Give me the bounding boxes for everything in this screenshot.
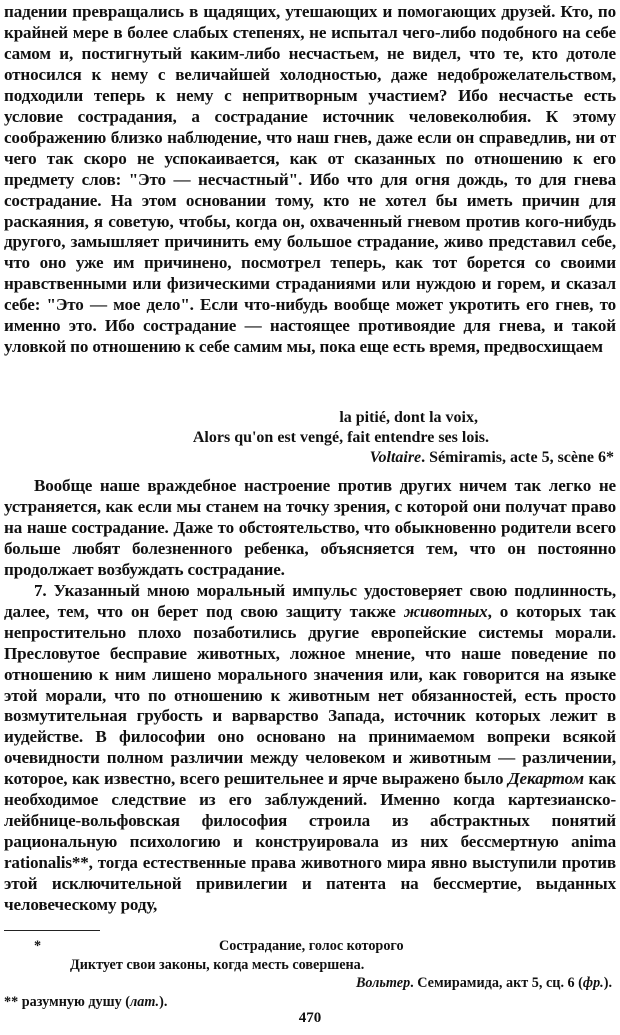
footnote-1-attribution [4, 974, 612, 993]
paragraph-3-part-3: как необходимое следствие из его заблуждений. Именно когда картезианско-лейбнице-вольфовская философия строила из абстрактных понятий рациональную психологию и конструировала из них бессмертную anima rationalis**, тогда естественные права животного мира явно выступили против этой исключительной привилегии и патента на бессмертие, выданных человеческому роду, [4, 769, 616, 915]
footnote-1-line-1 [4, 937, 612, 956]
quote-line-2: Alors qu'on est vengé, fait entendre ses lois. [192, 429, 489, 446]
quote-author: Voltaire [369, 449, 422, 466]
quote-source: . Sémiramis, acte 5, scène 6* [421, 449, 614, 466]
quote-line-1: la pitié, dont la voix, [339, 409, 478, 426]
footnote-2-mark: ** [4, 993, 19, 1010]
paragraph-group-2 [4, 476, 616, 916]
footnote-divider [4, 930, 100, 931]
footnote-2-end: ). [159, 993, 168, 1010]
footnote-1-mark: * [34, 938, 42, 954]
paragraph-3-italic-1: животных [403, 601, 488, 621]
footnote-1-source: . Семирамида, акт 5, сц. 6 ( [410, 975, 583, 991]
paragraph-1-text: падении превращались в щадящих, утешающих и помогающих друзей. Кто, по крайней мере в более слабых степенях, не испытал чего-либо подобного на себе самом и, постигнутый каким-либо несчастьем, не видел, что те, кто дотоле относился к нему с величайшей холодностью, даже недоброжелательством, подходили теперь к нему с непритворным участием? Ибо несчастье есть условие сострадания, а сострадание источник человеколюбия. К этому соображению близко наблюдение, что наш гнев, даже если он справедлив, ни от чего так скоро не успокаивается, как от сказанных по отношению к его предмету слов: "Это — несчастный". Ибо что для огня дождь, то для гнева сострадание. На этом основании тому, кто не хотел бы иметь причин для раскаяния, я советую, чтобы, когда он, охваченный гневом против кого-нибудь другого, замышляет причинить ему большое страдание, живо представил себе, что оно уже им причинено, посмотрел теперь, как тот борется со своими нравственными или физическими страданиями или нуждою и горем, и сказал себе: "Это — мое дело". Если что-нибудь вообще может укротить его гнев, то именно это. Ибо сострадание — настоящее противоядие для гнева, и такой уловкой по отношению к себе самим мы, пока еще есть время, предвосхищаем [4, 2, 616, 357]
footnote-1-lang: фр. [582, 975, 604, 991]
paragraph-3-italic-2: Декартом [508, 769, 584, 789]
paragraph-1 [4, 2, 616, 358]
paragraph-3 [4, 581, 616, 916]
paragraph-3-part-1: 7. Указанный мною моральный импульс удостоверяет свою подлинность, далее, тем, что он берет под свою защиту также [4, 580, 616, 621]
footnote-1-line-2: Диктует свои законы, когда месть совершена. [70, 956, 365, 973]
quote-attribution [40, 448, 614, 468]
footnote-2 [4, 993, 612, 1012]
page-number: 470 [298, 1010, 322, 1026]
footnote-1-text-1: Сострадание, голос которого [219, 938, 404, 954]
footnotes [4, 937, 612, 1011]
footnote-1-author: Вольтер [355, 975, 411, 991]
verse-quote [40, 408, 614, 468]
footnote-1-end: ). [603, 975, 612, 991]
footnote-2-text: разумную душу ( [18, 993, 130, 1010]
footnote-2-lang: лат. [129, 993, 160, 1010]
paragraph-2-text: Вообще наше враждебное настроение против других ничем так легко не устраняется, как если мы станем на точку зрения, с которой они получат право на наше сострадание. Даже то обстоятельство, что обыкновенно родители всего больше любят болезненного ребенка, объясняется тем, что он постоянно продолжает возбуждать сострадание. [4, 476, 616, 579]
paragraph-3-part-2: , о которых так непростительно плохо позаботились другие европейские системы морали. Пресловутое бесправие животных, ложное мнение, что наше поведение по отношению к ним лишено морального значения или, как говорится на языке этой морали, что по отношению к животным нет обязанностей, есть просто возмутительная грубость и варварство Запада, источник которых лежит в иудействе. В философии оно основано на принимаемом вопреки всякой очевидности полном различии между человеком и животным — различении, которое, как известно, всего решительнее и ярче выражено было [4, 601, 616, 789]
